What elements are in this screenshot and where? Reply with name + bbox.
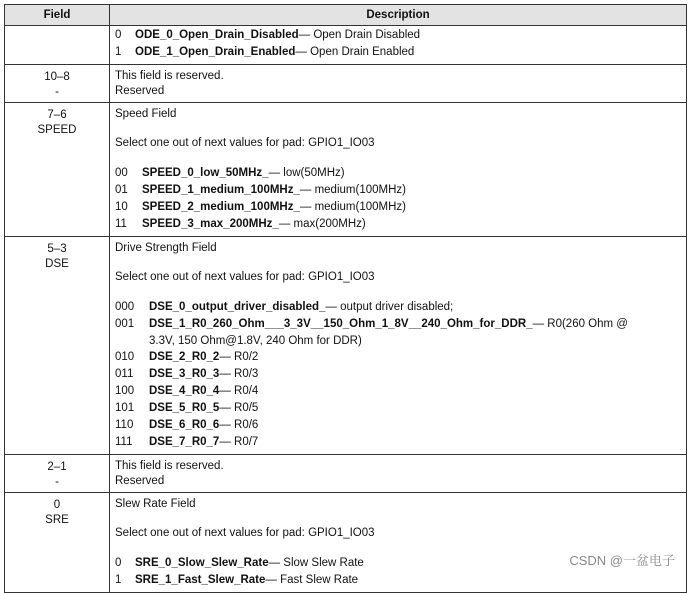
field-cell-dse bbox=[5, 237, 110, 455]
value-text: — Fast Slew Rate bbox=[265, 574, 359, 586]
description-cell-sre bbox=[110, 493, 687, 593]
value-line bbox=[115, 383, 681, 400]
value-code: 10 bbox=[115, 201, 128, 213]
value-line bbox=[115, 182, 681, 199]
table-row-sre bbox=[5, 493, 687, 593]
value-name: SPEED_3_max_200MHz_ bbox=[142, 218, 279, 230]
value-name: DSE_3_R0_3 bbox=[149, 368, 220, 380]
value-text: — R0/5 bbox=[219, 402, 259, 414]
value-line bbox=[115, 44, 681, 61]
description-cell-reserved-10-8 bbox=[110, 65, 687, 103]
value-name: ODE_0_Open_Drain_Disabled bbox=[135, 29, 299, 41]
value-name: SPEED_2_medium_100MHz_ bbox=[142, 201, 300, 213]
field-bits: 0 bbox=[53, 499, 61, 511]
value-name: DSE_2_R0_2 bbox=[149, 351, 220, 363]
value-text: — low(50MHz) bbox=[268, 167, 345, 179]
value-name: DSE_1_R0_260_Ohm___3_3V__150_Ohm_1_8V__240_Ohm_for_DDR_ bbox=[149, 318, 533, 330]
field-column-header: Field bbox=[5, 5, 110, 26]
value-line bbox=[115, 349, 681, 366]
field-bits: 10–8 bbox=[44, 71, 70, 83]
description-cell-dse bbox=[110, 237, 687, 455]
field-cell-speed bbox=[5, 103, 110, 237]
value-line bbox=[115, 316, 681, 333]
field-name: - bbox=[55, 86, 59, 98]
table-row-reserved-2-1 bbox=[5, 455, 687, 493]
table-row-reserved-10-8 bbox=[5, 65, 687, 103]
field-name: DSE bbox=[45, 258, 69, 270]
reserved-label: Reserved bbox=[115, 85, 165, 97]
value-code: 01 bbox=[115, 184, 128, 196]
value-name: SPEED_0_low_50MHz_ bbox=[142, 167, 269, 179]
table-header-row bbox=[5, 5, 687, 26]
reserved-note: This field is reserved. bbox=[115, 70, 224, 82]
description-cell-ode bbox=[110, 26, 687, 65]
value-text: — R0/3 bbox=[219, 368, 259, 380]
value-code: 101 bbox=[115, 402, 135, 414]
field-intro: Select one out of next values for pad: GPIO1_IO03 bbox=[115, 271, 375, 283]
field-title: Drive Strength Field bbox=[115, 242, 217, 254]
field-bits: 5–3 bbox=[47, 243, 67, 255]
value-text: — R0/7 bbox=[219, 436, 259, 448]
field-cell-reserved-10-8 bbox=[5, 65, 110, 103]
value-code: 011 bbox=[115, 368, 134, 380]
value-line bbox=[115, 400, 681, 417]
reserved-label: Reserved bbox=[115, 475, 165, 487]
register-field-table bbox=[4, 4, 687, 593]
value-code: 0 bbox=[115, 29, 122, 41]
value-code: 111 bbox=[115, 436, 133, 448]
value-code: 110 bbox=[115, 419, 134, 431]
field-bits: 7–6 bbox=[47, 109, 67, 121]
value-name: ODE_1_Open_Drain_Enabled bbox=[135, 46, 296, 58]
field-cell-ode bbox=[5, 26, 110, 65]
value-name: SRE_0_Slow_Slew_Rate bbox=[135, 557, 269, 569]
value-name: DSE_7_R0_7 bbox=[149, 436, 220, 448]
value-text: — Slow Slew Rate bbox=[268, 557, 364, 569]
description-cell-reserved-2-1 bbox=[110, 455, 687, 493]
value-text: — output driver disabled; bbox=[325, 301, 454, 313]
value-line bbox=[115, 434, 681, 451]
field-title: Speed Field bbox=[115, 108, 177, 120]
value-line bbox=[115, 165, 681, 182]
value-line bbox=[115, 199, 681, 216]
value-text: — R0/2 bbox=[219, 351, 259, 363]
value-text: — R0/6 bbox=[219, 419, 259, 431]
value-code: 001 bbox=[115, 318, 135, 330]
field-bits: 2–1 bbox=[47, 461, 67, 473]
value-code: 1 bbox=[115, 46, 122, 58]
value-line bbox=[115, 572, 681, 589]
value-name: DSE_4_R0_4 bbox=[149, 385, 220, 397]
value-text-continued: 3.3V, 150 Ohm@1.8V, 240 Ohm for DDR) bbox=[149, 335, 362, 347]
value-code: 010 bbox=[115, 351, 135, 363]
value-code: 00 bbox=[115, 167, 128, 179]
value-text: — Open Drain Enabled bbox=[295, 46, 415, 58]
value-line bbox=[115, 27, 681, 44]
value-name: DSE_6_R0_6 bbox=[149, 419, 220, 431]
value-text: — medium(100MHz) bbox=[299, 184, 406, 196]
value-name: DSE_5_R0_5 bbox=[149, 402, 220, 414]
value-name: DSE_0_output_driver_disabled_ bbox=[149, 301, 326, 313]
value-line bbox=[115, 417, 681, 434]
field-name: SPEED bbox=[37, 124, 77, 136]
description-cell-speed bbox=[110, 103, 687, 237]
value-text: — R0/4 bbox=[219, 385, 259, 397]
value-name: SPEED_1_medium_100MHz_ bbox=[142, 184, 300, 196]
description-column-header: Description bbox=[110, 5, 687, 26]
table-row-speed bbox=[5, 103, 687, 237]
value-code: 11 bbox=[115, 218, 127, 230]
value-line bbox=[115, 299, 681, 316]
value-code: 000 bbox=[115, 301, 135, 313]
reserved-note: This field is reserved. bbox=[115, 460, 224, 472]
value-text: — max(200MHz) bbox=[278, 218, 366, 230]
value-code: 100 bbox=[115, 385, 135, 397]
field-cell-reserved-2-1 bbox=[5, 455, 110, 493]
value-name: SRE_1_Fast_Slew_Rate bbox=[135, 574, 266, 586]
field-cell-sre bbox=[5, 493, 110, 593]
value-line bbox=[115, 366, 681, 383]
field-name: - bbox=[55, 476, 59, 488]
field-title: Slew Rate Field bbox=[115, 498, 196, 510]
field-name: SRE bbox=[45, 514, 69, 526]
value-text: — medium(100MHz) bbox=[299, 201, 406, 213]
field-intro: Select one out of next values for pad: GPIO1_IO03 bbox=[115, 137, 375, 149]
value-line bbox=[115, 216, 681, 233]
table-row-ode bbox=[5, 26, 687, 65]
table-row-dse bbox=[5, 237, 687, 455]
value-text: — Open Drain Disabled bbox=[298, 29, 421, 41]
value-code: 0 bbox=[115, 557, 122, 569]
field-intro: Select one out of next values for pad: GPIO1_IO03 bbox=[115, 527, 375, 539]
value-code: 1 bbox=[115, 574, 122, 586]
csdn-watermark: CSDN @一盆电子 bbox=[566, 550, 678, 569]
value-text: — R0(260 Ohm @ bbox=[532, 318, 628, 330]
